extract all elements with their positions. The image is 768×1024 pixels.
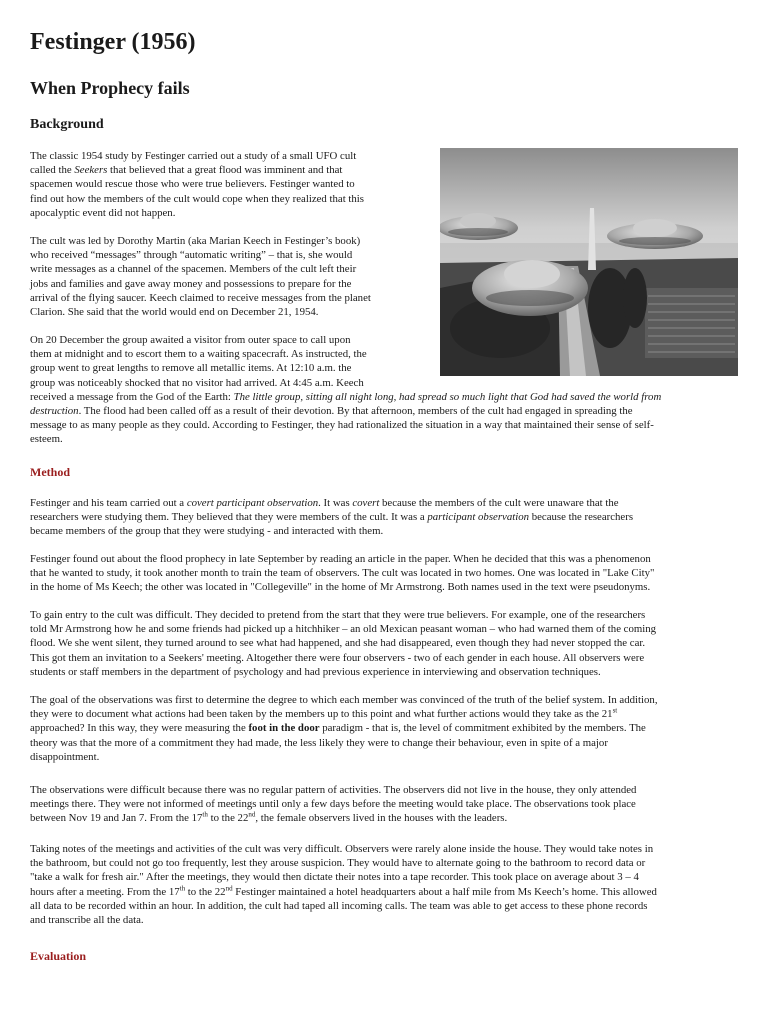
text-line: in the home of Ms Keech; the other was located in "Collegeville" in the home of Mr Armstrong. Both names used in the text were pseudonyms. (30, 581, 651, 594)
method-paragraph-3 (30, 608, 738, 679)
emphasis-text: The little group, sitting all night long, had spread so much light that God had saved the world from (233, 390, 662, 403)
text-line: all data to be recorded within an hour. In addition, the cult had taped all incoming calls. The team was able to get access to these phone records (30, 899, 648, 912)
text-line: The goal of the observations was first to determine the degree to which each member was convinced of the truth of the belief system. In addition, (30, 694, 658, 706)
background-paragraph-2 (30, 234, 422, 319)
text-line: called the Seekers that believed that a great flood was imminent and that (30, 164, 343, 177)
text-line: Taking notes of the meetings and activities of the cult was very difficult. Observers were rarely alone inside the house. They would take notes in (30, 843, 654, 855)
text-line: "take a walk for fresh air." After the meetings, they would then dictate their notes into a tape recorder. This took place on average about 3 – 4 (30, 871, 639, 884)
text-line: This got them an invitation to a Seekers' meeting. Altogether there were four observers - two of each gender in each house. All observers were (30, 651, 645, 664)
text-line: flood. We she went silent, they turned around to see what had happened, and she had disappeared, even though they had never stopped the car. (30, 637, 646, 650)
text-line: The observations were difficult because there was no regular pattern of activities. The observers did not live in the house, they only attended (30, 784, 637, 796)
section-heading-evaluation: Evaluation (30, 949, 87, 963)
text-line: the bathroom, but could not go too frequently, lest they arouse suspicion. They would have to alternate going to the bathroom to record data or (30, 857, 646, 870)
method-paragraph-5 (30, 783, 738, 826)
text-line: who received “messages” through “automatic writing” – that is, she would (30, 249, 353, 262)
text-line: and transcribe all the data. (30, 914, 144, 927)
background-paragraph-1 (30, 149, 422, 220)
text-line: them at midnight and to escort them to a waiting spacecraft. As instructed, the (30, 348, 367, 361)
text-line: write messages as a channel of the spacemen. Members of the cult left their (30, 263, 357, 276)
text-line: Clarion. She said that the world would end on December 21, 1954. (30, 306, 319, 319)
emphasis-text: Seekers (74, 164, 108, 177)
text-line: destruction. The flood had been called off as a result of their devotion. By that afternoon, members of the cult had engaged in spreading the (30, 405, 633, 418)
text-line: On 20 December the group awaited a visitor from outer space to call upon (30, 334, 351, 346)
text-line: approached? In this way, they were measuring the foot in the door paradigm - that is, the level of commitment exhibited by the members. The (30, 722, 646, 735)
text-line: meetings there. They were not informed of meetings until only a few days before the meeting would take place. The observations took place (30, 798, 636, 811)
text-line: Festinger found out about the flood prophecy in late September by reading an article in the paper. When he decided that this was a phenomenon (30, 553, 651, 565)
section-heading-method: Method (30, 465, 70, 479)
method-paragraph-1 (30, 496, 738, 539)
text-line: received a message from the God of the Earth: The little group, sitting all night long, had spread so much light that God had saved the world from (30, 390, 662, 403)
text-line: The cult was led by Dorothy Martin (aka Marian Keech in Festinger’s book) (30, 235, 361, 247)
text-line: they were to document what actions had been taken by the members up to this point and what further actions would they take as the 21st (30, 706, 618, 721)
text-line: became members of the group that they were studying - and interacted with them. (30, 525, 384, 538)
text-line: group was noticeably shocked that no visitor had arrived. At 4:45 a.m. Keech (30, 376, 364, 389)
text-line: that he wanted to study, it took another month to train the team of observers. The cult was located in two homes. One was located in "Lake City" (30, 567, 655, 580)
text-line: spacemen would rescue those who were true believers. Festinger wanted to (30, 178, 355, 191)
method-paragraph-6 (30, 842, 738, 927)
method-paragraph-2 (30, 552, 738, 595)
text-line: To gain entry to the cult was difficult. They decided to pretend from the start that they were true believers. For example, one of the researchers (30, 609, 646, 621)
text-line: jobs and families and gave away money and possessions to prepare for the (30, 277, 352, 290)
text-line: apocalyptic event did not happen. (30, 206, 176, 219)
text-line: between Nov 19 and Jan 7. From the 17th to the 22nd, the female observers lived in the houses with the leaders. (30, 810, 508, 825)
text-line: Festinger and his team carried out a covert participant observation. It was covert because the members of the cult were unaware that the (30, 497, 619, 509)
text-line: researchers were studying them. They believed that they were members of the cult. It was a participant observation because the researchers (30, 511, 634, 524)
text-line: disappointment. (30, 750, 100, 763)
background-paragraph-3 (30, 333, 738, 447)
text-line: message to as many people as they could. According to Festinger, they had rationalized the situation in a way that maintained their sense of self- (30, 419, 654, 432)
text-line: students or staff members in the department of psychology and had previous experience in interviewing and observation techniques. (30, 665, 601, 678)
text-line: arrival of the flying saucer. Keech claimed to receive messages from the planet (30, 291, 371, 304)
emphasis-text: destruction (30, 405, 79, 418)
text-line: theory was that the more of a commitment they had made, the less likely they were to change their behaviour, even in spite of a major (30, 736, 608, 749)
text-line: told Mr Armstrong how he and some friends had picked up a hitchhiker – an old Mexican peasant woman – who had warned them of the coming (30, 623, 657, 636)
method-paragraph-4 (30, 693, 738, 764)
text-line: hours after a meeting. From the 17th to the 22nd Festinger maintained a hotel headquarters about a half mile from Ms Keech’s home. This allowed (30, 884, 657, 898)
text-line: esteem. (30, 433, 63, 446)
section-heading-background: Background (30, 117, 104, 132)
bold-text: foot in the door (248, 722, 320, 735)
page-subtitle: When Prophecy fails (30, 78, 190, 98)
page-title: Festinger (1956) (30, 29, 196, 55)
text-line: The classic 1954 study by Festinger carried out a study of a small UFO cult (30, 150, 357, 162)
text-line: find out how the members of the cult would cope when they realized that this (30, 192, 365, 205)
text-line: group went to great lengths to remove all metallic items. At 12:10 a.m. the (30, 362, 352, 375)
